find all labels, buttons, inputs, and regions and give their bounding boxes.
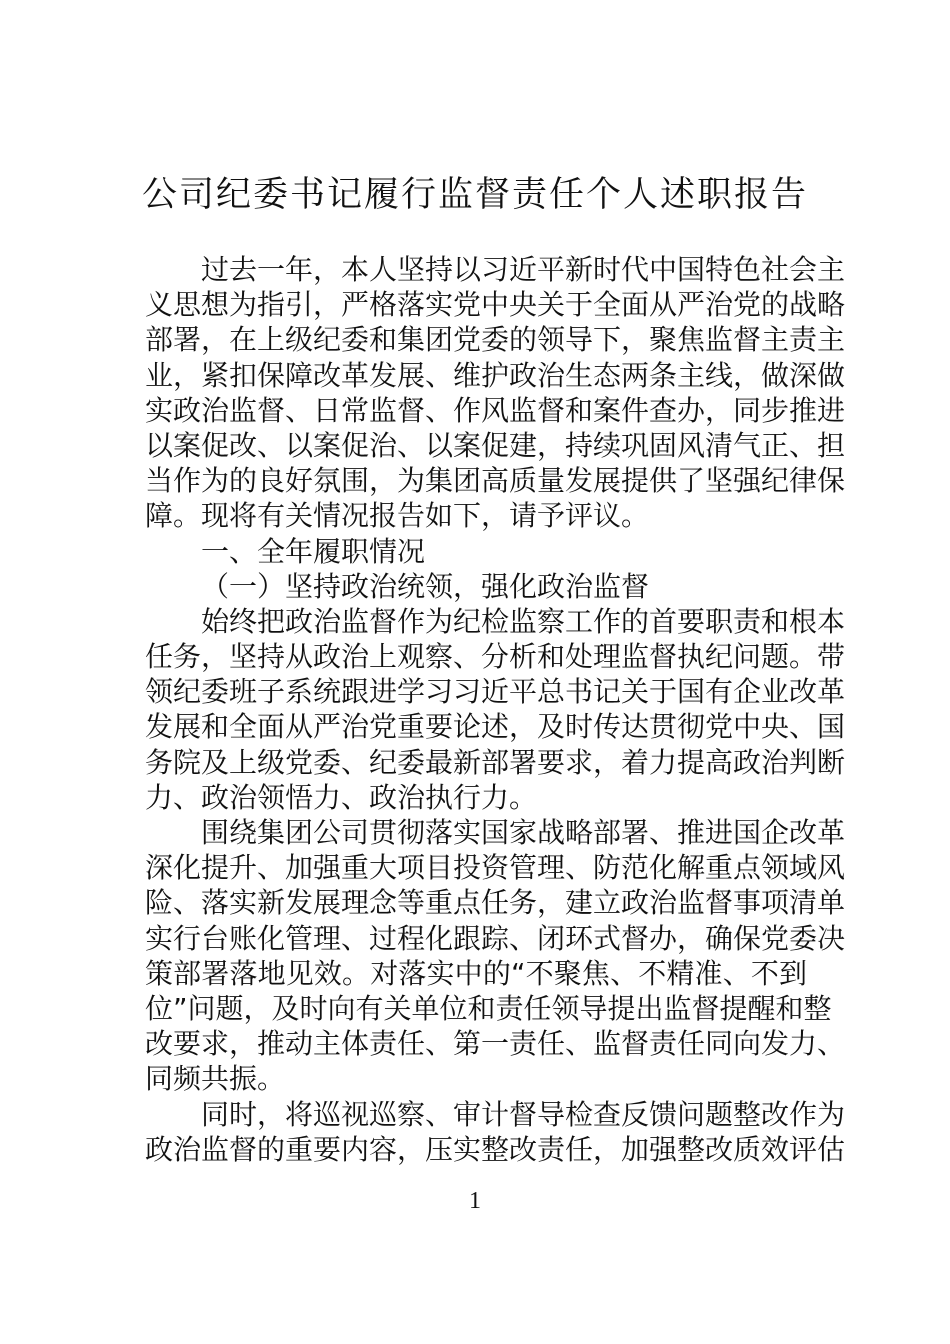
text-line: 义思想为指引，严格落实党中央关于全面从严治党的战略 bbox=[145, 288, 846, 322]
text-line: 业，紧扣保障改革发展、维护政治生态两条主线，做深做 bbox=[145, 358, 846, 392]
text-line: 力、政治领悟力、政治执行力。 bbox=[145, 780, 538, 814]
text-line: 以案促改、以案促治、以案促建，持续巩固风清气正、担 bbox=[145, 428, 846, 462]
text-line: 政治监督的重要内容，压实整改责任，加强整改质效评估 bbox=[145, 1132, 846, 1166]
text-line: 领纪委班子系统跟进学习习近平总书记关于国有企业改革 bbox=[145, 675, 846, 709]
text-line: 当作为的良好氛围，为集团高质量发展提供了坚强纪律保 bbox=[145, 464, 846, 498]
text-line: （一）坚持政治统领，强化政治监督 bbox=[201, 569, 650, 603]
text-line: 深化提升、加强重大项目投资管理、防范化解重点领域风 bbox=[145, 851, 846, 885]
text-line: 一、全年履职情况 bbox=[201, 534, 426, 568]
text-line: 策部署落地见效。对落实中的“不聚焦、不精准、不到 bbox=[145, 956, 807, 990]
text-line: 部署，在上级纪委和集团党委的领导下，聚焦监督主责主 bbox=[145, 323, 846, 357]
document-title: 公司纪委书记履行监督责任个人述职报告 bbox=[141, 175, 808, 215]
text-line: 围绕集团公司贯彻落实国家战略部署、推进国企改革 bbox=[201, 816, 846, 849]
text-line: 险、落实新发展理念等重点任务，建立政治监督事项清单 bbox=[145, 886, 846, 920]
text-line: 位”问题，及时向有关单位和责任领导提出监督提醒和整 bbox=[145, 991, 832, 1025]
text-line: 同时，将巡视巡察、审计督导检查反馈问题整改作为 bbox=[201, 1097, 846, 1131]
text-line: 改要求，推动主体责任、第一责任、监督责任同向发力、 bbox=[145, 1027, 846, 1061]
text-line: 发展和全面从严治党重要论述，及时传达贯彻党中央、国 bbox=[145, 710, 846, 744]
document-body bbox=[145, 252, 846, 1167]
text-line: 过去一年，本人坚持以习近平新时代中国特色社会主 bbox=[201, 253, 846, 286]
text-line: 务院及上级党委、纪委最新部署要求，着力提高政治判断 bbox=[145, 745, 846, 779]
text-line: 障。现将有关情况报告如下，请予评议。 bbox=[145, 499, 650, 533]
text-line: 任务，坚持从政治上观察、分析和处理监督执纪问题。带 bbox=[145, 640, 846, 674]
page-number: 1 bbox=[469, 1188, 481, 1214]
text-line: 同频共振。 bbox=[145, 1062, 286, 1096]
text-line: 实政治监督、日常监督、作风监督和案件查办，同步推进 bbox=[145, 393, 846, 427]
text-line: 始终把政治监督作为纪检监察工作的首要职责和根本 bbox=[201, 604, 846, 638]
text-line: 实行台账化管理、过程化跟踪、闭环式督办，确保党委决 bbox=[145, 921, 846, 955]
